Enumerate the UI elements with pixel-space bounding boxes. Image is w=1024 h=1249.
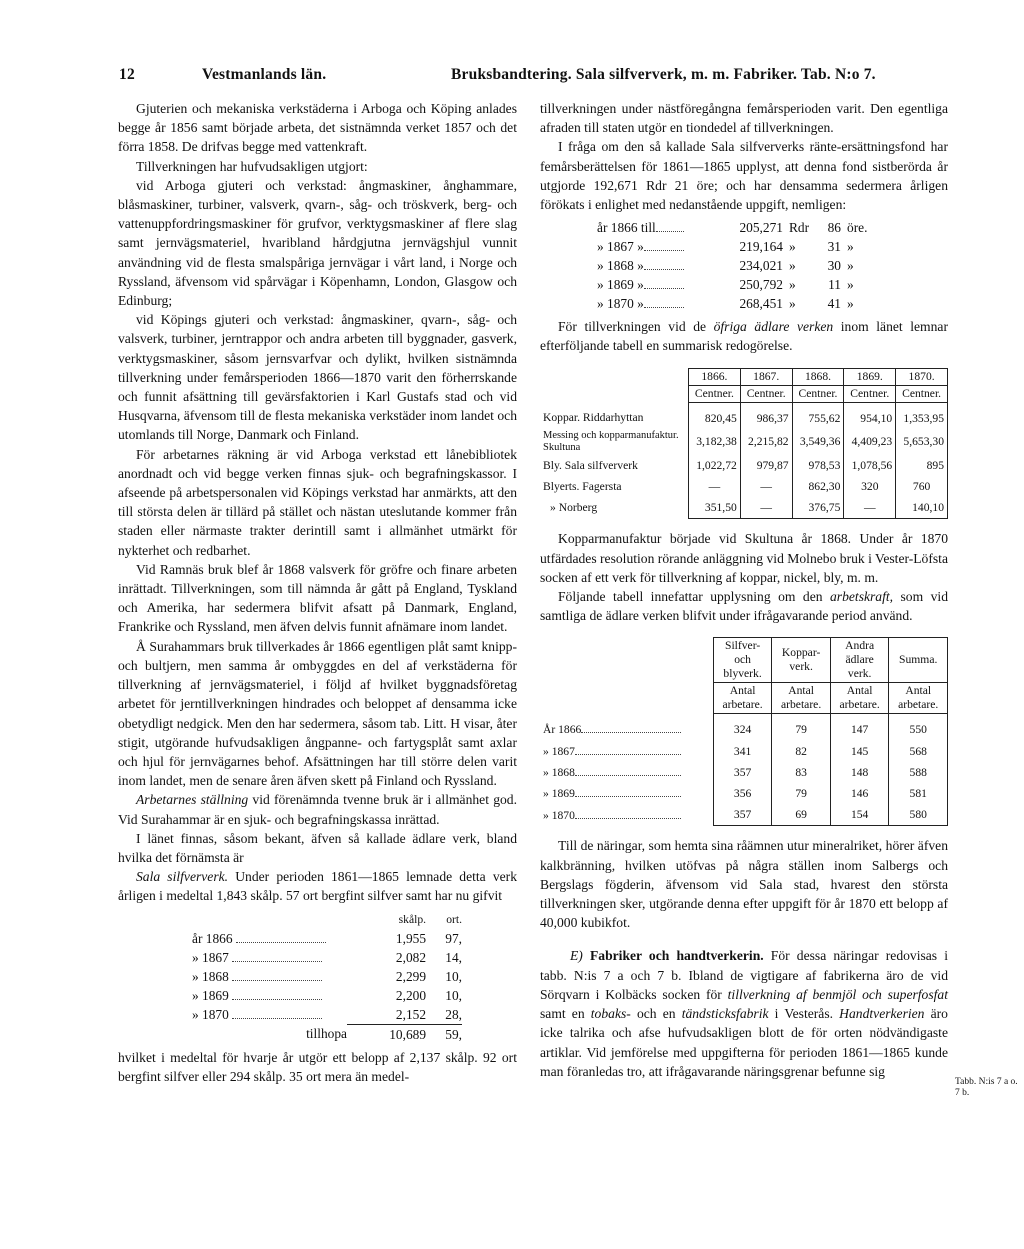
paragraph: Till de näringar, som hemta sina råämnen utur mineralriket, hörer äfven kalkbränning, hvilken utöfvas på några ställen inom Salbergs och Bergslags fögderin, äfvensom vid Sala stad, hvarest den största tillverkningen sker, utgörande denna efter uppgift för år 1870 ett belopp af 40,000 kubikfot. <box>540 838 948 931</box>
table-total-row <box>192 1024 462 1044</box>
table-cell: 3,549,36 <box>792 429 844 455</box>
paragraph: I fråga om den så kallade Sala silfververks ränte-ersättningsfond har femårsberättelsen för 1861—1865 upplyst, att denna fond sistberörda år utgjorde 192,671 Rdr 21 öre; och har densamma sedermera årligen förökats i enlighet med nedanstående uppgift, nemligen: <box>540 139 948 213</box>
left-column <box>118 99 517 1086</box>
total-skalp: 10,689 <box>389 1026 427 1042</box>
fund-table <box>597 218 867 313</box>
unit-header: Antal arbetare. <box>889 683 948 714</box>
cell-unit: » <box>789 239 796 255</box>
table-cell: 862,30 <box>792 476 844 497</box>
italic-phrase: tändsticksfabrik <box>681 1006 769 1022</box>
column-header: Andra ädlare verk. <box>830 638 889 683</box>
table-cell: 79 <box>772 783 831 804</box>
table-cell: 568 <box>889 741 948 762</box>
row-label: » 1868 <box>192 968 229 984</box>
table-cell: 550 <box>889 714 948 741</box>
production-table <box>540 368 948 520</box>
cell-ore: 31 <box>827 239 841 255</box>
paragraph <box>540 946 948 1080</box>
row-label: Koppar. Riddarhyttan <box>540 402 689 429</box>
cell-ort: 10, <box>445 987 462 1003</box>
table-cell: — <box>844 497 896 519</box>
table-cell: 147 <box>830 714 889 741</box>
table-cell: 357 <box>713 804 772 826</box>
row-label: » 1869 <box>543 787 575 801</box>
total-label: tillhopa <box>306 1026 347 1042</box>
table-cell: 320 <box>844 476 896 497</box>
table-cell: 581 <box>889 783 948 804</box>
cell-ort: 14, <box>445 949 462 965</box>
row-label: » 1870 » <box>597 296 644 312</box>
page-number: 12 <box>119 66 135 83</box>
margin-note: Tabb. N:is 7 a o. 7 b. <box>955 1077 1018 1098</box>
paragraph: tillverkningen under nästföregångna femårsperioden varit. Den egentliga afraden till staten utgör en tiondedel af tillverkningen. <box>540 101 948 136</box>
cell-ore: 41 <box>827 296 841 312</box>
table-row <box>597 218 867 237</box>
table-cell: 146 <box>830 783 889 804</box>
table-cell: 341 <box>713 741 772 762</box>
row-label: » 1867 » <box>597 239 644 255</box>
cell-unit: » <box>789 296 796 312</box>
workforce-table <box>540 637 948 826</box>
paragraph: Å Surahammars bruk tillverkades år 1866 egentligen plåt samt knipp- och bultjern, men samma år ombyggdes en del af verkstäderna för tillverkning af jernvägsmateriel, i följd af hvilket byggnadsföretag arbetet för jerntillverkningen hindrades och beloppet af densamma icke obetydligt nedgick. Men den har sedermera, såsom tab. Litt. H visar, åter stigit, utgörande hufvudsakligen ångpanne- och fartygsplåt samt axlar och hjul för jernvägarnes behof. Afsättningen har till större delen varit inom landet, men de senare åren äfven skett på Finland och Ryssland. <box>118 638 517 789</box>
italic-phrase: tillverkning af benmjöl och superfosfat <box>727 986 948 1002</box>
column-header: Summa. <box>889 638 948 683</box>
year-header: 1868. <box>792 368 844 385</box>
table-row <box>540 497 948 519</box>
table-row <box>597 294 867 313</box>
cell-skalp: 2,082 <box>395 949 427 965</box>
cell-rdr: 234,021 <box>739 258 783 274</box>
paragraph <box>118 790 517 828</box>
table-cell: 820,45 <box>689 402 741 429</box>
paragraph: Vid Ramnäs bruk blef år 1868 valsverk för gröfre och finare arbeten inrättadt. Tillverkningen, som till nämnda år gått på England, Tyskland och Amerika, har sedermera blifvit afsatt på Danmark, England, Frankrike och Ryssland, men äfven delvis funnit afnämare inom landet. <box>118 561 517 635</box>
column-header: Koppar- verk. <box>772 638 831 683</box>
row-label: » 1868 » <box>597 258 644 274</box>
paragraph-text: samt en <box>540 1006 591 1022</box>
paragraph-text: inom länet lemnar efterföljande tabell en summarisk redogörelse. <box>540 319 948 354</box>
paragraph-text: och en <box>630 1006 682 1022</box>
paragraph <box>118 867 517 905</box>
section-letter: E) <box>570 948 583 964</box>
table-cell: 82 <box>772 741 831 762</box>
cell-unit: » <box>847 239 854 255</box>
table-cell: 324 <box>713 714 772 741</box>
table-row <box>192 948 462 967</box>
paragraph: Gjuterien och mekaniska verkstäderna i Arboga och Köping anlades begge år 1856 samt började arbeta, det sistnämnda verket 1857 och det förra 1858. De drifvas begge med vattenkraft. <box>118 101 517 155</box>
table-cell: — <box>740 476 792 497</box>
cell-rdr: 268,451 <box>739 296 783 312</box>
row-label: Messing och kopparmanufaktur. Skultuna <box>540 429 689 455</box>
italic-phrase: Handtverkerien <box>839 1006 925 1022</box>
table-cell: 69 <box>772 804 831 826</box>
cell-unit: » <box>789 277 796 293</box>
paragraph-text: vid förenämnda tvenne bruk är i allmänhet god. Vid Surahammar är en sjuk- och begrafningskassa inrättad. <box>118 792 517 827</box>
table-row <box>192 929 462 948</box>
table-row <box>192 1005 462 1025</box>
paragraph-text: i Vesterås. <box>768 1006 840 1022</box>
cell-skalp: 2,200 <box>395 987 427 1003</box>
italic-phrase: Sala silfververk. <box>136 869 229 885</box>
paragraph: I länet finnas, såsom bekant, äfven så kallade ädlare verk, bland hvilka det förnämsta är <box>118 830 517 865</box>
table-cell: 5,653,30 <box>896 429 948 455</box>
cell-ort: 28, <box>426 1005 462 1025</box>
cell-ore: 30 <box>827 258 841 274</box>
table-cell: 755,62 <box>792 402 844 429</box>
col-header-skalp: skålp. <box>398 912 427 926</box>
table-cell: 1,022,72 <box>689 455 741 476</box>
row-label: » 1869 <box>192 987 229 1003</box>
row-label: » Norberg <box>540 497 689 519</box>
paragraph-text: äro icke talrika och afse hufvudsakligen blott de för orten nödvändigaste artiklar. Vid jemförelse med uppgifterna för perioden 1861—1865 kunde man föranledas tro, att ifrågavarande näringsgrenar befunne sig <box>540 1006 948 1079</box>
table-row <box>192 967 462 986</box>
row-label: » 1870 <box>192 1006 229 1022</box>
silver-output-table <box>192 910 462 1044</box>
cell-unit: » <box>847 296 854 312</box>
table-cell: 978,53 <box>792 455 844 476</box>
row-label: Bly. Sala silfververk <box>540 455 689 476</box>
paragraph-text: Under perioden 1861—1865 lemnade detta verk årligen i medeltal 1,843 skålp. 57 ort bergfint silfver samt har nu gifvit <box>118 869 517 904</box>
paragraph: vid Arboga gjuteri och verkstad: ångmaskiner, ånghammare, blåsmaskiner, turbiner, valsverk, qvarn-, såg- och tröskverk, berg- och vattenuppfordringsmaskiner för grufvor, verktygsmaskiner af flere slag samt jernvägsmateriel, hvaribland hårdgjutna jernvägshjul vunnit användning vid de flesta smalspåriga jernvägar i vårt land, i Norge och Ryssland, äfvensom vid spårvägar i Köpenhamn, London, Glasgow och Edinburg; <box>118 177 517 309</box>
column-header: Silfver- och blyverk. <box>713 638 772 683</box>
table-row <box>597 275 867 294</box>
section-heading: Fabriker och handtverkerin. <box>589 948 764 964</box>
table-row <box>540 783 948 804</box>
right-column <box>540 99 948 1081</box>
italic-phrase: Arbetarnes ställning <box>136 792 249 808</box>
paragraph-text: Följande tabell innefattar upplysning om den <box>558 589 830 605</box>
table-cell: 154 <box>830 804 889 826</box>
table-cell: 79 <box>772 714 831 741</box>
table-row <box>192 986 462 1005</box>
section-title: Bruksbandtering. Sala silfververk, m. m. Fabriker. Tab. N:o 7. <box>451 66 876 83</box>
cell-ort: 97, <box>445 930 462 946</box>
table-row <box>540 714 948 741</box>
paragraph: hvilket i medeltal för hvarje år utgör ett belopp af 2,137 skålp. 92 ort bergfint silfver eller 294 skålp. 35 ort mera än medel- <box>118 1049 517 1084</box>
table-row <box>540 402 948 429</box>
cell-ore: 86 <box>827 220 841 236</box>
table-cell: 148 <box>830 762 889 783</box>
table-cell: 357 <box>713 762 772 783</box>
table-cell: 986,37 <box>740 402 792 429</box>
table-row <box>597 256 867 275</box>
table-cell: 4,409,23 <box>844 429 896 455</box>
table-row <box>540 429 948 455</box>
paragraph: Kopparmanufaktur började vid Skultuna år 1868. Under år 1870 utfärdades resolution rörande anläggning vid Molnebo bruk i Vester-Löfsta socken af ett verk för tillverkning af koppar, nickel, bly, m. m. <box>540 531 948 585</box>
paragraph: För arbetarnes räkning är vid Arboga verkstad ett lånebibliotek anordnadt och vid begge verken finnas sjuk- och begrafningskassor. I afseende på arbetspersonalen vid Köpings verkstad har anmärkts, att den till största delen är tillärd på stället och nästan uteslutande kommer från staden eller närmaste trakter derintill samt i allmänhet utmärkt för nykterhet och redbarhet. <box>118 446 517 558</box>
unit-header: Centner. <box>689 385 741 402</box>
cell-rdr: 219,164 <box>739 239 783 255</box>
table-cell: 351,50 <box>689 497 741 519</box>
table-cell: 376,75 <box>792 497 844 519</box>
cell-unit: » <box>847 258 854 274</box>
table-cell: 356 <box>713 783 772 804</box>
cell-unit: » <box>789 258 796 274</box>
row-label: Blyerts. Fagersta <box>540 476 689 497</box>
italic-phrase: tobaks- <box>590 1006 631 1022</box>
row-label: år 1866 <box>192 930 233 946</box>
row-label: » 1870 <box>543 808 575 822</box>
unit-header: Centner. <box>896 385 948 402</box>
cell-skalp: 1,955 <box>395 930 427 946</box>
cell-unit: öre. <box>847 220 868 236</box>
table-row <box>540 741 948 762</box>
col-header-ort: ort. <box>446 912 462 926</box>
table-cell: 979,87 <box>740 455 792 476</box>
table-cell: 3,182,38 <box>689 429 741 455</box>
unit-header: Antal arbetare. <box>713 683 772 714</box>
table-cell: — <box>689 476 741 497</box>
paragraph <box>540 587 948 625</box>
unit-header: Centner. <box>844 385 896 402</box>
table-row <box>540 455 948 476</box>
table-cell: 760 <box>896 476 948 497</box>
row-label: » 1868 <box>543 765 575 779</box>
table-cell: 895 <box>896 455 948 476</box>
table-cell: 1,078,56 <box>844 455 896 476</box>
table-cell: 1,353,95 <box>896 402 948 429</box>
table-cell: 588 <box>889 762 948 783</box>
table-cell: 145 <box>830 741 889 762</box>
paragraph: Tillverkningen har hufvudsakligen utgjort: <box>136 158 368 174</box>
year-header: 1867. <box>740 368 792 385</box>
county-title: Vestmanlands län. <box>202 66 327 83</box>
unit-header: Centner. <box>740 385 792 402</box>
table-cell: 83 <box>772 762 831 783</box>
paragraph-text: För tillverkningen vid de <box>558 319 714 335</box>
year-header: 1869. <box>844 368 896 385</box>
table-row <box>540 762 948 783</box>
paragraph-text: som vid samtliga de ädlare verken blifvit under ifrågavarande period använd. <box>540 589 949 624</box>
table-cell: 580 <box>889 804 948 826</box>
table-cell: — <box>740 497 792 519</box>
row-label: år 1866 till <box>597 220 656 236</box>
row-label: » 1869 » <box>597 277 644 293</box>
cell-ore: 11 <box>828 277 841 293</box>
table-cell: 140,10 <box>896 497 948 519</box>
paragraph-text: För dessa näringar redovisas i tabb. N:is 7 a och 7 b. Ibland de vigtigare af fabrikerna äro de vid Sörqvarn i Kolbäcks socken för <box>540 948 948 1002</box>
table-row <box>540 476 948 497</box>
cell-skalp: 2,299 <box>395 968 427 984</box>
unit-header: Antal arbetare. <box>830 683 889 714</box>
cell-skalp: 2,152 <box>347 1005 426 1025</box>
total-ort: 59, <box>445 1026 462 1042</box>
row-label: År 1866 <box>543 723 582 737</box>
table-row <box>597 237 867 256</box>
cell-ort: 10, <box>445 968 462 984</box>
cell-unit: » <box>847 277 854 293</box>
italic-phrase: arbetskraft, <box>830 589 894 605</box>
unit-header: Centner. <box>792 385 844 402</box>
paragraph: vid Köpings gjuteri och verkstad: ångmaskiner, qvarn-, såg- och valsverk, turbiner, jerntrappor och andra arbeten till byggnader, gasverk, verktygsmaskiner, såsom jernsvarfvar och dylikt, hvilken sistnämnda tillverkning under femårsperioden 1866—1870 varit den förherrskande och funnit afsättning till gevärsfaktorien i Karl Gustafs stad och vid Husqvarna, äfvensom till de flesta mekaniska verkstäder inom landet och utomlands till Norge, Danmark och Finland. <box>118 312 517 443</box>
table-row <box>540 804 948 826</box>
paragraph <box>540 317 948 355</box>
year-header: 1870. <box>896 368 948 385</box>
year-header: 1866. <box>689 368 741 385</box>
italic-phrase: öfriga ädlare verken <box>713 319 834 335</box>
row-label: » 1867 <box>192 949 229 965</box>
cell-rdr: 205,271 <box>739 220 783 236</box>
unit-header: Antal arbetare. <box>772 683 831 714</box>
row-label: » 1867 <box>543 744 575 758</box>
table-cell: 954,10 <box>844 402 896 429</box>
cell-rdr: 250,792 <box>739 277 783 293</box>
cell-unit: Rdr <box>789 220 810 236</box>
table-cell: 2,215,82 <box>740 429 792 455</box>
